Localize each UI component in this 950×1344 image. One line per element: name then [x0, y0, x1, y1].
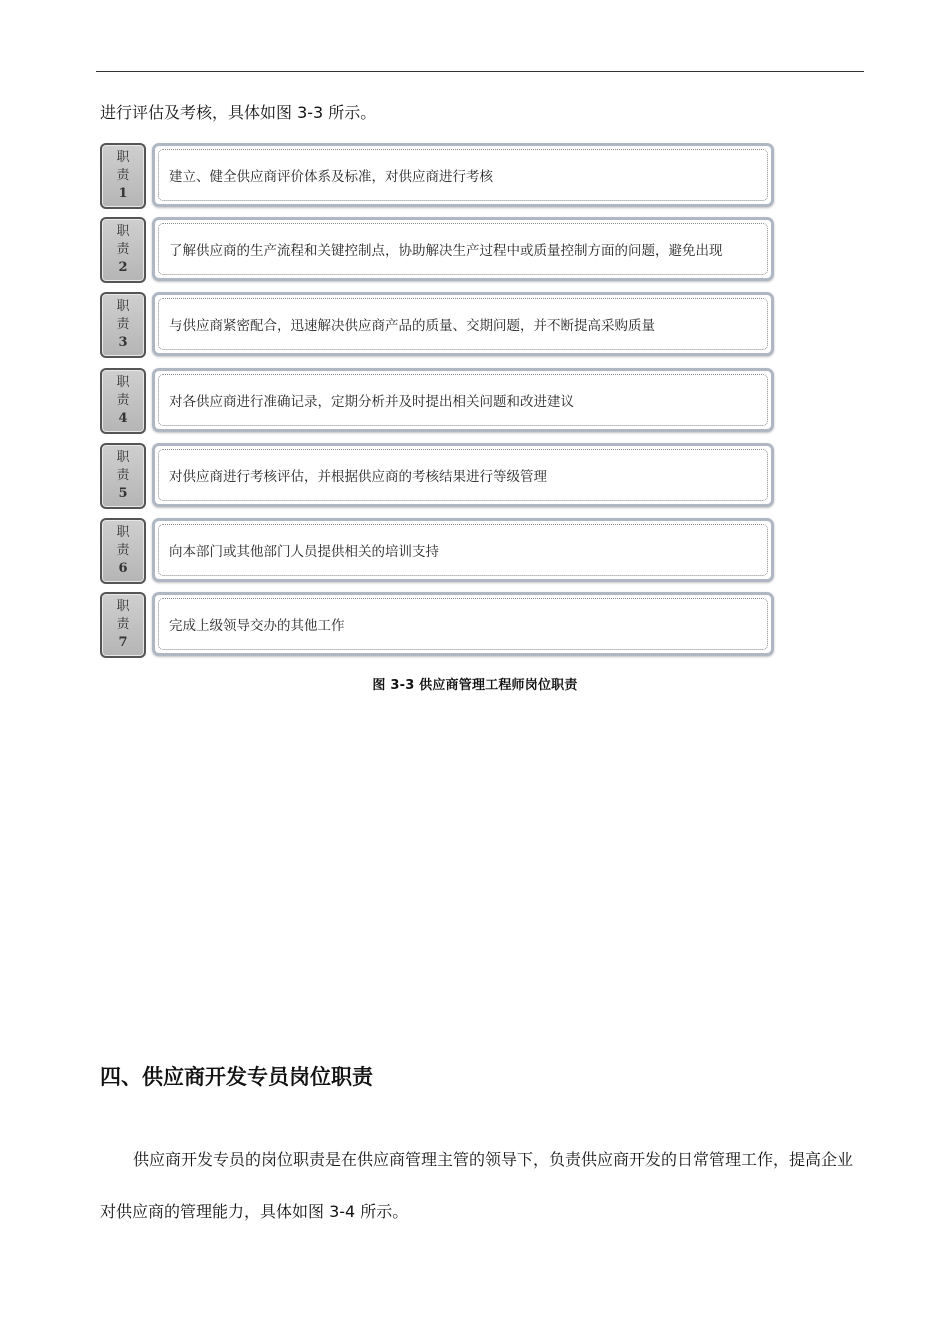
duty-box: [152, 518, 774, 582]
duty-row-5: [100, 443, 776, 509]
duty-tag-number: 4: [118, 411, 128, 426]
duty-tag-char: 职: [116, 375, 130, 390]
duty-tag: [100, 518, 146, 584]
duty-tag-char: 职: [116, 525, 130, 540]
duty-tag: [100, 143, 146, 209]
duty-tag-char: 职: [116, 599, 130, 614]
duty-tag: [100, 443, 146, 509]
duty-text: 了解供应商的生产流程和关键控制点，协助解决生产过程中或质量控制方面的问题，避免出现: [158, 223, 768, 275]
duty-text: 与供应商紧密配合，迅速解决供应商产品的质量、交期问题，并不断提高采购质量: [158, 298, 768, 350]
duty-box: [152, 592, 774, 656]
duty-tag: [100, 368, 146, 434]
duty-tag-char: 职: [116, 450, 130, 465]
duty-box: [152, 443, 774, 507]
figure-caption: 图 3-3 供应商管理工程师岗位职责: [372, 678, 578, 693]
duty-tag-char: 职: [116, 224, 130, 239]
duty-tag-number: 7: [118, 635, 128, 650]
duty-text: 对各供应商进行准确记录，定期分析并及时提出相关问题和改进建议: [158, 374, 768, 426]
duty-box: [152, 368, 774, 432]
duty-tag-char: 责: [116, 468, 130, 483]
duty-text: 对供应商进行考核评估，并根据供应商的考核结果进行等级管理: [158, 449, 768, 501]
duty-row-6: [100, 518, 776, 584]
duty-text: 完成上级领导交办的其他工作: [158, 598, 768, 650]
duty-tag-char: 责: [116, 617, 130, 632]
duty-row-1: [100, 143, 776, 209]
duty-tag-number: 3: [118, 335, 128, 350]
section-heading: 四、供应商开发专员岗位职责: [100, 1065, 373, 1089]
duty-tag-char: 责: [116, 393, 130, 408]
duty-tag-char: 责: [116, 317, 130, 332]
duty-box: [152, 217, 774, 281]
duty-row-2: [100, 217, 776, 283]
duty-box: [152, 292, 774, 356]
duty-box: [152, 143, 774, 207]
duty-tag-char: 职: [116, 299, 130, 314]
duty-tag: [100, 217, 146, 283]
duty-text: 向本部门或其他部门人员提供相关的培训支持: [158, 524, 768, 576]
duty-row-3: [100, 292, 776, 358]
duty-tag-number: 2: [118, 260, 128, 275]
duty-tag-char: 责: [116, 543, 130, 558]
duty-tag-char: 责: [116, 242, 130, 257]
duty-tag-number: 1: [118, 186, 128, 201]
duty-tag: [100, 292, 146, 358]
duty-tag-char: 责: [116, 168, 130, 183]
duty-tag-number: 5: [118, 486, 128, 501]
duty-tag-char: 职: [116, 150, 130, 165]
header-rule: [96, 71, 864, 72]
duty-text: 建立、健全供应商评价体系及标准，对供应商进行考核: [158, 149, 768, 201]
body-paragraph: 供应商开发专员的岗位职责是在供应商管理主管的领导下，负责供应商开发的日常管理工作，提高企业对供应商的管理能力，具体如图 3-4 所示。: [100, 1150, 854, 1221]
duty-tag-number: 6: [118, 561, 128, 576]
duty-row-4: [100, 368, 776, 434]
duty-tag: [100, 592, 146, 658]
intro-text: 进行评估及考核，具体如图 3-3 所示。: [100, 103, 377, 122]
duty-row-7: [100, 592, 776, 658]
